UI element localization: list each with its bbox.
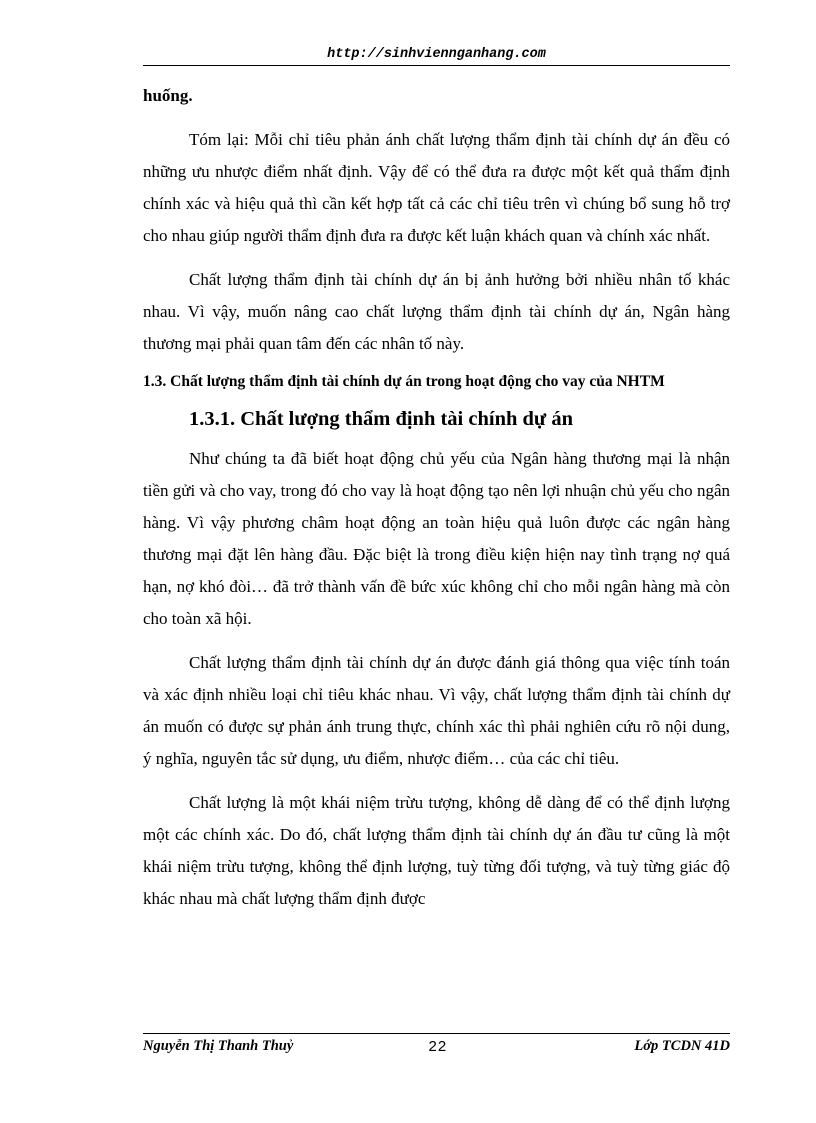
- page-footer: [143, 1033, 730, 1055]
- paragraph-quality-concept: Chất lượng là một khái niệm trừu tượng, không dễ dàng để có thể định lượng một các chính xác. Do đó, chất lượng thẩm định tài chính dự án đầu tư cũng là một khái niệm trừu tượng, không thể định lượng, tuỳ từng đối tượng, và tuỳ từng giác độ khác nhau mà chất lượng thẩm định được: [143, 793, 730, 908]
- footer-class: Lớp TCDN 41D: [634, 1038, 730, 1054]
- section-heading-1-3-1: 1.3.1. Chất lượng thẩm định tài chính dự án: [189, 408, 573, 430]
- page-header-url: http://sinhviennganhang.com: [143, 47, 730, 66]
- paragraph-evaluation: Chất lượng thẩm định tài chính dự án được đánh giá thông qua việc tính toán và xác định nhiều loại chỉ tiêu khác nhau. Vì vậy, chất lượng thẩm định tài chính dự án muốn có được sự phản ánh trung thực, chính xác thì phải nghiên cứu rõ nội dung, ý nghĩa, nguyên tắc sử dụng, ưu điểm, nhược điểm… của các chỉ tiêu.: [143, 653, 730, 768]
- continuation-text: huống.: [143, 86, 193, 105]
- paragraph-factors: Chất lượng thẩm định tài chính dự án bị ảnh hưởng bởi nhiều nhân tố khác nhau. Vì vậy, muốn nâng cao chất lượng thẩm định tài chính dự án, Ngân hàng thương mại phải quan tâm đến các nhân tố này.: [143, 270, 730, 353]
- footer-author: Nguyễn Thị Thanh Thuỷ: [143, 1038, 294, 1054]
- section-heading-1-3: 1.3. Chất lượng thẩm định tài chính dự án trong hoạt động cho vay của NHTM: [143, 373, 665, 390]
- paragraph-summary: Tóm lại: Mỗi chỉ tiêu phản ánh chất lượng thẩm định tài chính dự án đều có những ưu nhược điểm nhất định. Vậy để có thể đưa ra được một kết quả thẩm định chính xác và hiệu quả thì cần kết hợp tất cả các chỉ tiêu trên vì chúng bổ sung hỗ trợ cho nhau giúp người thẩm định đưa ra được kết luận khách quan và chính xác nhất.: [143, 130, 730, 245]
- paragraph-bank-activity: Như chúng ta đã biết hoạt động chủ yếu của Ngân hàng thương mại là nhận tiền gửi và cho vay, trong đó cho vay là hoạt động tạo nên lợi nhuận chủ yếu cho ngân hàng. Vì vậy phương châm hoạt động an toàn hiệu quả luôn được các ngân hàng thương mại đặt lên hàng đầu. Đặc biệt là trong điều kiện hiện nay tình trạng nợ quá hạn, nợ khó đòi… đã trở thành vấn đề bức xúc không chỉ cho mỗi ngân hàng mà còn cho toàn xã hội.: [143, 449, 730, 628]
- footer-page-number: 22: [428, 1038, 448, 1055]
- page-body: [143, 80, 730, 915]
